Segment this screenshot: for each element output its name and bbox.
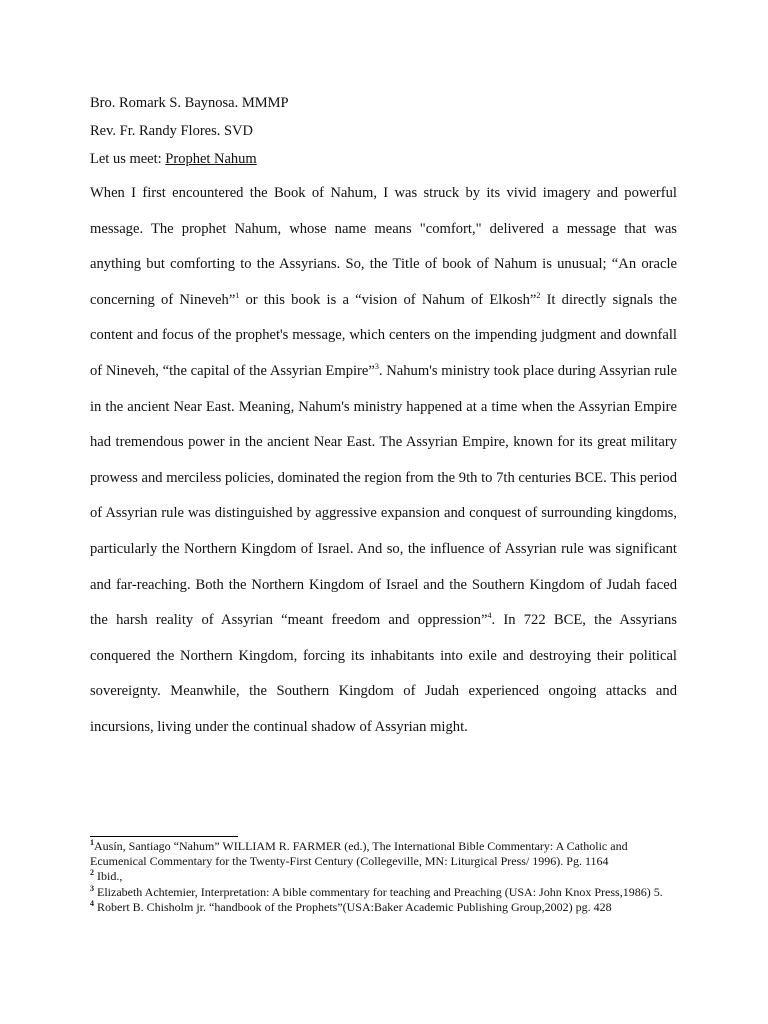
footnote-ref-1: 1 bbox=[235, 290, 240, 300]
footnote-number: 4 bbox=[90, 898, 94, 908]
footnote-ref-2: 2 bbox=[536, 290, 541, 300]
professor-line: Rev. Fr. Randy Flores. SVD bbox=[90, 123, 253, 139]
footnote-separator bbox=[90, 836, 238, 837]
footnote-number: 1 bbox=[90, 838, 94, 847]
footnote-number: 3 bbox=[90, 883, 94, 893]
footnote-text: Ibid., bbox=[94, 869, 123, 884]
body-segment-4: . Nahum's ministry took place during Assyrian rule in the ancient Near East. Meaning, Nahum's ministry happened at a time when the Assyrian Empire had tremendous power in the ancient Near East. The Assyrian Empire, known for its great military prowess and merciless policies, dominated the region from the 9th to 7th centuries BCE. This period of Assyrian rule was distinguished by aggressive expansion and conquest of surrounding kingdoms, particularly the Northern Kingdom of Israel. And so, the influence of Assyrian rule was significant and far-reaching. Both the Northern Kingdom of Israel and the Southern Kingdom of Judah faced the harsh reality of Assyrian “meant freedom and oppression” bbox=[90, 362, 678, 629]
body-text bbox=[90, 176, 677, 746]
footnote-text: Ausín, Santiago “Nahum” WILLIAM R. FARMER (ed.), The International Bible Commentary: A Catholic and Ecumenical Commentary for the Twenty-First Century (Collegeville, MN: Liturgical Press/ 1996). Pg. 1164 bbox=[90, 839, 628, 869]
footnote-text: Robert B. Chisholm jr. “handbook of the Prophets”(USA:Baker Academic Publishing Group,2002) pg. 428 bbox=[94, 899, 612, 914]
body-segment-3: It directly signals the content and focus of the prophet's message, which centers on the impending judgment and downfall of Nineveh, “the capital of the Assyrian Empire” bbox=[90, 291, 678, 379]
footnote-3 bbox=[90, 885, 680, 900]
body-paragraph bbox=[90, 176, 677, 746]
footnote-ref-3: 3 bbox=[374, 362, 379, 372]
footnote-text: Elizabeth Achtemier, Interpretation: A bible commentary for teaching and Preaching (USA: John Knox Press,1986) 5. bbox=[94, 884, 663, 899]
footnote-2 bbox=[90, 869, 680, 884]
topic-prefix: Let us meet: bbox=[90, 151, 166, 167]
footnote-number: 2 bbox=[90, 868, 94, 878]
author-line: Bro. Romark S. Baynosa. MMMP bbox=[90, 95, 289, 111]
topic-line bbox=[90, 150, 257, 168]
body-segment-5: . In 722 BCE, the Assyrians conquered the Northern Kingdom, forcing its inhabitants into exile and destroying their political sovereignty. Meanwhile, the Southern Kingdom of Judah experienced ongoing attacks and incursions, living under the continual shadow of Assyrian might. bbox=[90, 612, 677, 735]
body-segment-2: or this book is a “vision of Nahum of Elkosh” bbox=[239, 291, 537, 308]
topic-title: Prophet Nahum bbox=[165, 151, 257, 167]
body-segment-1: When I first encountered the Book of Nahum, I was struck by its vivid imagery and powerful message. The prophet Nahum, whose name means "comfort," delivered a message that was anything but comforting to the Assyrians. So, the Title of book of Nahum is unusual; “An oracle concerning of Nineveh” bbox=[90, 185, 677, 308]
footnotes bbox=[90, 839, 680, 915]
footnote-1 bbox=[90, 839, 680, 869]
footnote-ref-4: 4 bbox=[487, 611, 492, 621]
footnote-4 bbox=[90, 900, 680, 915]
